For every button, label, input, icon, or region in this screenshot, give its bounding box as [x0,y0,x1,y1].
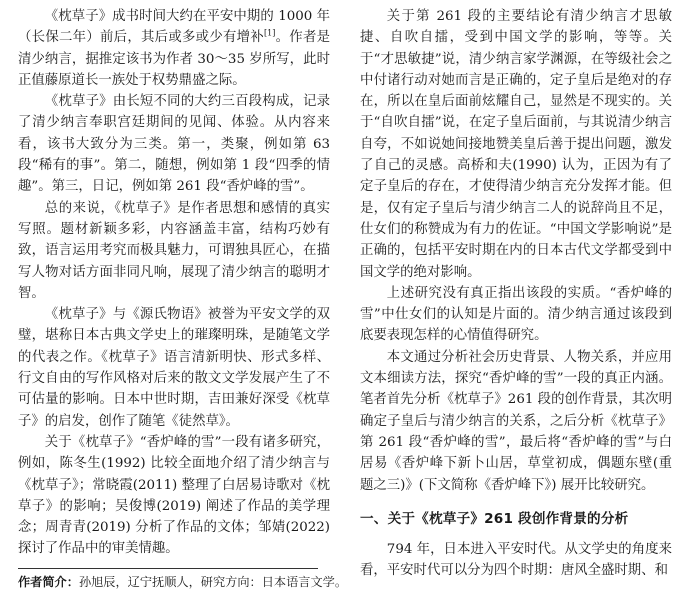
paragraph: 《枕草子》由长短不同的大约三百段构成，记录了清少纳言奉职宫廷期间的见闻、体验。从内容来看，该书大致分为三类。第一，类聚，例如第 63 段“稀有的事”。第二，随想，例如第 1 段“四季的情趣”。第三，日记，例如第 261 段“香炉峰的雪”。 [18,94,330,195]
paragraph: 总的来说，《枕草子》是作者思想和感情的真实写照。题材新颖多彩，内容涵盖丰富，结构巧妙有致，语言运用考究而极具魅力，可谓独具匠心，在描写人物对话方面非同凡响，展现了清少纳言的聪明才智。 [18,200,330,301]
footnote-text: 孙旭辰，辽宁抚顺人，研究方向：日本语言文学。 [78,575,348,589]
footnote-divider [18,568,318,569]
paragraph: 关于《枕草子》“香炉峰的雪”一段有诸多研究，例如，陈冬生(1992) 比较全面地介绍了清少纳言与《枕草子》；常晓霞(2011) 整理了白居易诗歌对《枕草子》的影响；吴俊博(2019) 阐述了作品的美学理念；周青青(2019) 分析了作品的文体；邹婧(2022) 探讨了作品中的审美情趣。 [18,434,330,557]
citation-ref: [1] [264,28,276,38]
paragraph: 本文通过分析社会历史背景、人物关系，并应用文本细读方法，探究“香炉峰的雪”一段的真正内涵。笔者首先分析《枕草子》261 段的创作背景，其次明确定子皇后与清少纳言的关系，之后分析《枕草子》第 261 段“香炉峰的雪”，最后将“香炉峰的雪”与白居易《香炉峰下新卜山居，草堂初成，偶题东壁(重题之三)》(下文简称《香炉峰下》) 展开比较研究。 [360,349,672,493]
paragraph: 《枕草子》与《源氏物语》被誉为平安文学的双璧，堪称日本古典文学史上的璀璨明珠，是随笔文学的代表之作。《枕草子》语言清新明快、形式多样、行文自由的写作风格对后来的散文文学发展产生了不可估量的影响。日本中世时期，吉田兼好深受《枕草子》的启发，创作了随笔《徒然草》。 [18,307,330,429]
author-footnote [18,573,347,591]
section-heading: 一、关于《枕草子》261 段创作背景的分析 [360,510,629,527]
paragraph [18,6,330,91]
right-column [360,6,672,582]
paragraph: 794 年，日本进入平安时代。从文学史的角度来看，平安时代可以分为四个时期：唐风全盛时期、和 [360,542,672,579]
paragraph-text: 《枕草子》成书时间大约在平安中期的 1000 年（长保二年）前后，其后或多或少有增补 [18,9,330,46]
paragraph-text: 。作者是清少纳言，据推定该书为作者 30～35 岁所写，此时正值藤原道长一族处于权势鼎盛之际。 [18,30,331,88]
left-column [18,6,330,560]
paragraph: 上述研究没有真正指出该段的实质。“香炉峰的雪”中仕女们的认知是片面的。清少纳言通过该段到底要表现怎样的心情值得研究。 [360,285,672,344]
footnote-label: 作者简介： [18,575,79,589]
paragraph: 关于第 261 段的主要结论有清少纳言才思敏捷、自吹自擂，受到中国文学的影响，等等。关于“才思敏捷”说，清少纳言家学渊源，在等级社会之中付诸行动对她而言是正确的，定子皇后是绝对的存在，所以在皇后面前炫耀自己，显然是不现实的。关于“自吹自擂”说，在定子皇后面前，与其说清少纳言自夸，不如说她间接地赞美皇后善于提出问题，激发了自己的灵感。高桥和夫(1990) 认为，正因为有了定子皇后的存在，才使得清少纳言充分发挥才能。但是，仅有定子皇后与清少纳言二人的说辞尚且不足，仕女们的称赞成为有力的佐证。“中国文学影响说”是正确的，包括平安时期在内的日本古代文学都受到中国文学的绝对影响。 [360,9,672,280]
